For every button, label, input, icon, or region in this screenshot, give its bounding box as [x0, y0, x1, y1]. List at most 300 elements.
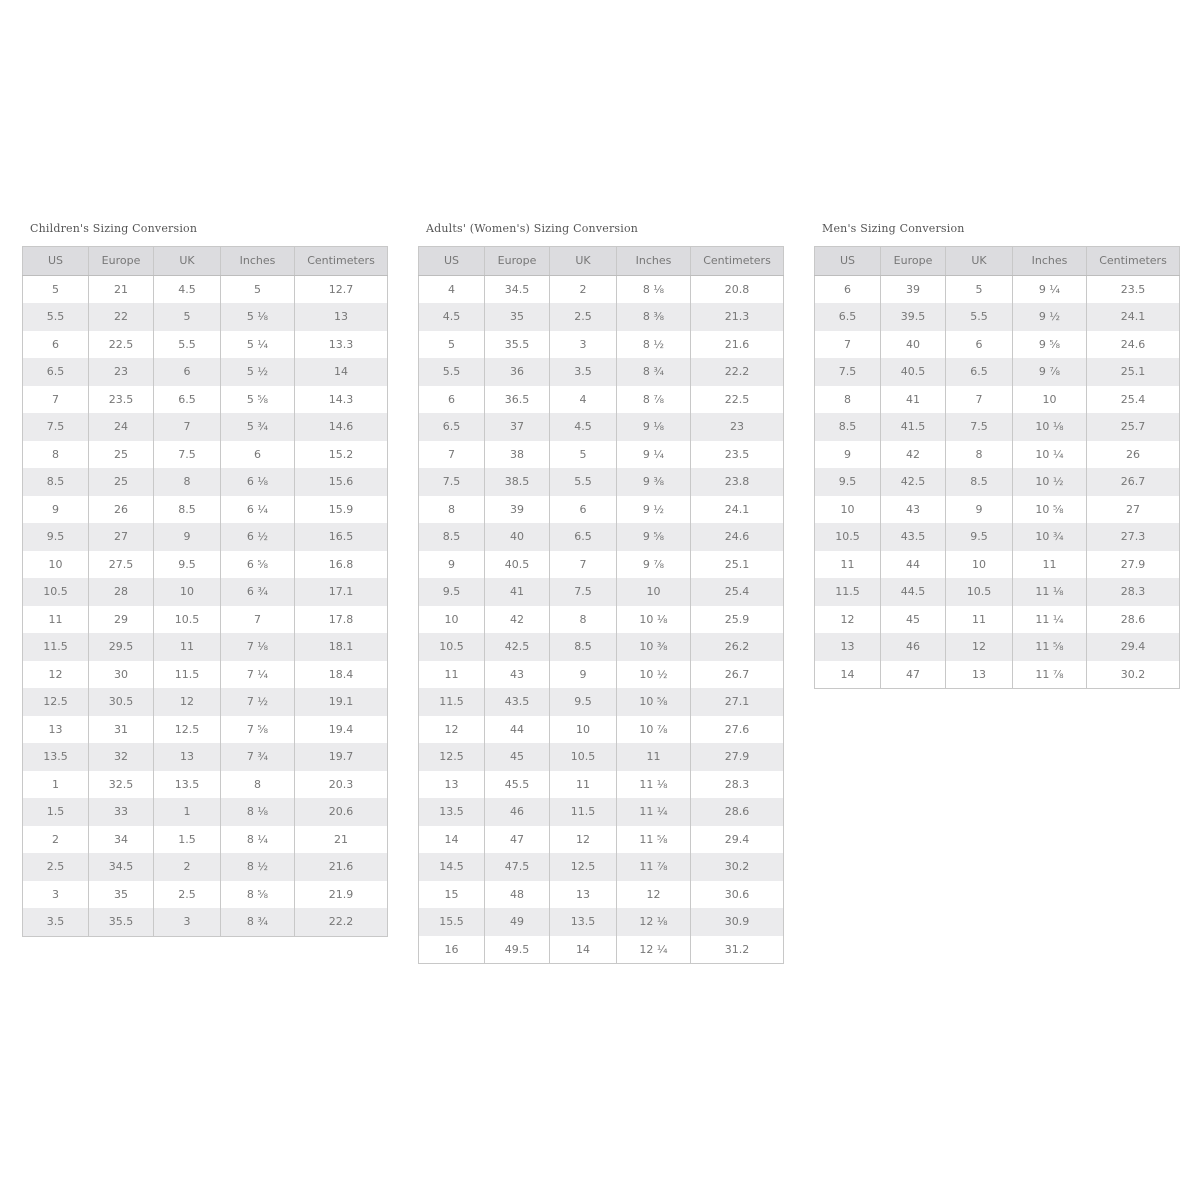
table-cell: 32: [89, 743, 154, 771]
table-cell: 8.5: [550, 633, 617, 661]
table-row: [419, 936, 784, 964]
table-row: [419, 881, 784, 909]
table-cell: 9: [550, 661, 617, 689]
table-cell: 8 ½: [617, 331, 691, 359]
table-row: [419, 661, 784, 689]
table-cell: 41.5: [881, 413, 946, 441]
table-cell: 6 ½: [221, 523, 295, 551]
table-cell: 11: [815, 551, 881, 579]
column-header: Centimeters: [1087, 247, 1180, 276]
table-cell: 5: [221, 275, 295, 303]
table-cell: 15.5: [419, 908, 485, 936]
table-row: [419, 771, 784, 799]
table-cell: 9: [815, 441, 881, 469]
table-row: [419, 413, 784, 441]
table-cell: 23.5: [691, 441, 784, 469]
column-header: US: [419, 247, 485, 276]
table-cell: 40: [881, 331, 946, 359]
table-cell: 8 ¼: [221, 826, 295, 854]
table-cell: 6: [419, 386, 485, 414]
table-cell: 21.6: [295, 853, 388, 881]
table-row: [23, 743, 388, 771]
table-cell: 8: [221, 771, 295, 799]
table-row: [419, 468, 784, 496]
table-row: [23, 386, 388, 414]
table-cell: 27: [89, 523, 154, 551]
table-cell: 13: [419, 771, 485, 799]
table-cell: 1: [23, 771, 89, 799]
table-cell: 8 ⅞: [617, 386, 691, 414]
table-cell: 41: [881, 386, 946, 414]
table-cell: 11 ⅞: [617, 853, 691, 881]
table-cell: 25: [89, 441, 154, 469]
table-cell: 17.1: [295, 578, 388, 606]
table-row: [23, 413, 388, 441]
table-cell: 30.5: [89, 688, 154, 716]
table-cell: 15.9: [295, 496, 388, 524]
table-cell: 43: [485, 661, 550, 689]
table-cell: 13.3: [295, 331, 388, 359]
table-cell: 26: [89, 496, 154, 524]
table-cell: 21.9: [295, 881, 388, 909]
table-cell: 10: [815, 496, 881, 524]
table-cell: 45.5: [485, 771, 550, 799]
table-cell: 10: [946, 551, 1013, 579]
table-row: [815, 496, 1180, 524]
table-cell: 40.5: [881, 358, 946, 386]
table-row: [419, 331, 784, 359]
table-cell: 19.7: [295, 743, 388, 771]
table-cell: 14: [419, 826, 485, 854]
table-row: [815, 633, 1180, 661]
table-cell: 45: [485, 743, 550, 771]
table-cell: 1: [154, 798, 221, 826]
table-cell: 39: [881, 275, 946, 303]
table-cell: 21.6: [691, 331, 784, 359]
table-cell: 22.2: [691, 358, 784, 386]
table-cell: 39.5: [881, 303, 946, 331]
table-cell: 5.5: [946, 303, 1013, 331]
table-cell: 2.5: [550, 303, 617, 331]
table-row: [815, 358, 1180, 386]
table-cell: 14: [550, 936, 617, 964]
table-cell: 8: [23, 441, 89, 469]
table-cell: 11 ¼: [617, 798, 691, 826]
table-cell: 12.5: [419, 743, 485, 771]
table-cell: 49.5: [485, 936, 550, 964]
table-cell: 23.5: [1087, 275, 1180, 303]
table-cell: 43: [881, 496, 946, 524]
table-cell: 45: [881, 606, 946, 634]
table-row: [419, 551, 784, 579]
table-row: [23, 303, 388, 331]
table-cell: 11: [154, 633, 221, 661]
table-cell: 27: [1087, 496, 1180, 524]
table-cell: 30.6: [691, 881, 784, 909]
table-cell: 5.5: [23, 303, 89, 331]
table-cell: 21.3: [691, 303, 784, 331]
table-cell: 10 ¼: [1013, 441, 1087, 469]
table-cell: 6.5: [946, 358, 1013, 386]
table-cell: 8 ⅜: [617, 303, 691, 331]
column-header: US: [23, 247, 89, 276]
table-cell: 22.5: [691, 386, 784, 414]
table-cell: 9 ¼: [617, 441, 691, 469]
table-cell: 14: [815, 661, 881, 689]
table-cell: 36: [485, 358, 550, 386]
table-row: [419, 743, 784, 771]
table-cell: 35: [89, 881, 154, 909]
table-cell: 36.5: [485, 386, 550, 414]
table-cell: 24.6: [691, 523, 784, 551]
table-cell: 13.5: [550, 908, 617, 936]
table-cell: 26.2: [691, 633, 784, 661]
table-cell: 6.5: [23, 358, 89, 386]
table-cell: 12 ⅛: [617, 908, 691, 936]
table-cell: 14.5: [419, 853, 485, 881]
table-cell: 10 ⅞: [617, 716, 691, 744]
table-cell: 4: [419, 275, 485, 303]
table-cell: 9.5: [419, 578, 485, 606]
table-row: [815, 523, 1180, 551]
table-cell: 11.5: [550, 798, 617, 826]
table-cell: 27.1: [691, 688, 784, 716]
table-cell: 40.5: [485, 551, 550, 579]
table-cell: 42.5: [485, 633, 550, 661]
table-cell: 12.5: [23, 688, 89, 716]
table-row: [815, 606, 1180, 634]
table-cell: 44.5: [881, 578, 946, 606]
table-row: [419, 716, 784, 744]
table-cell: 15: [419, 881, 485, 909]
table-cell: 10 ⅜: [617, 633, 691, 661]
size-table: [814, 246, 1180, 689]
table-row: [419, 275, 784, 303]
table-cell: 11 ⅛: [1013, 578, 1087, 606]
table-cell: 13.5: [419, 798, 485, 826]
table-cell: 6 ⅝: [221, 551, 295, 579]
table-cell: 10: [154, 578, 221, 606]
table-cell: 14.6: [295, 413, 388, 441]
table-cell: 34: [89, 826, 154, 854]
table-row: [23, 468, 388, 496]
table-row: [815, 386, 1180, 414]
table-cell: 27.9: [1087, 551, 1180, 579]
table-cell: 43.5: [485, 688, 550, 716]
table-cell: 10.5: [419, 633, 485, 661]
header-row: [419, 247, 784, 276]
table-cell: 44: [881, 551, 946, 579]
table-cell: 7: [946, 386, 1013, 414]
table-cell: 47: [881, 661, 946, 689]
table-title: Children's Sizing Conversion: [30, 222, 198, 235]
table-cell: 47: [485, 826, 550, 854]
table-cell: 11.5: [23, 633, 89, 661]
table-cell: 25.1: [691, 551, 784, 579]
table-cell: 10 ⅛: [1013, 413, 1087, 441]
table-cell: 7.5: [419, 468, 485, 496]
table-cell: 15.6: [295, 468, 388, 496]
table-cell: 11 ⅛: [617, 771, 691, 799]
table-cell: 8: [550, 606, 617, 634]
table-cell: 31: [89, 716, 154, 744]
table-row: [815, 468, 1180, 496]
table-cell: 5.5: [419, 358, 485, 386]
table-cell: 28.3: [1087, 578, 1180, 606]
table-cell: 7 ½: [221, 688, 295, 716]
table-cell: 22: [89, 303, 154, 331]
table-cell: 30.2: [691, 853, 784, 881]
table-cell: 46: [881, 633, 946, 661]
table-cell: 5: [419, 331, 485, 359]
table-row: [419, 358, 784, 386]
table-cell: 30: [89, 661, 154, 689]
table-row: [815, 578, 1180, 606]
table-cell: 10: [23, 551, 89, 579]
table-cell: 10.5: [946, 578, 1013, 606]
table-cell: 7.5: [946, 413, 1013, 441]
table-cell: 29.4: [691, 826, 784, 854]
column-header: UK: [154, 247, 221, 276]
table-cell: 5: [23, 275, 89, 303]
table-cell: 11: [946, 606, 1013, 634]
table-cell: 12 ¼: [617, 936, 691, 964]
table-cell: 25.4: [691, 578, 784, 606]
table-row: [23, 826, 388, 854]
table-cell: 5 ¼: [221, 331, 295, 359]
table-cell: 33: [89, 798, 154, 826]
table-cell: 27.3: [1087, 523, 1180, 551]
table-cell: 8: [154, 468, 221, 496]
table-cell: 9 ⅞: [617, 551, 691, 579]
header-row: [23, 247, 388, 276]
table-cell: 8.5: [23, 468, 89, 496]
table-row: [815, 275, 1180, 303]
table-cell: 4: [550, 386, 617, 414]
column-header: Inches: [221, 247, 295, 276]
table-cell: 8 ⅛: [221, 798, 295, 826]
table-cell: 26: [1087, 441, 1180, 469]
table-cell: 2: [23, 826, 89, 854]
table-cell: 25.1: [1087, 358, 1180, 386]
table-cell: 4.5: [550, 413, 617, 441]
table-row: [23, 661, 388, 689]
table-cell: 23: [691, 413, 784, 441]
table-cell: 23.8: [691, 468, 784, 496]
table-cell: 9 ⅝: [617, 523, 691, 551]
table-cell: 11: [419, 661, 485, 689]
table-cell: 5: [154, 303, 221, 331]
table-cell: 7 ⅛: [221, 633, 295, 661]
table-row: [23, 275, 388, 303]
table-cell: 8.5: [815, 413, 881, 441]
table-cell: 28.6: [1087, 606, 1180, 634]
table-row: [419, 496, 784, 524]
table-row: [23, 496, 388, 524]
table-cell: 30.9: [691, 908, 784, 936]
table-cell: 9 ⅜: [617, 468, 691, 496]
table-cell: 3: [23, 881, 89, 909]
table-cell: 16.8: [295, 551, 388, 579]
table-row: [815, 661, 1180, 689]
table-cell: 13: [550, 881, 617, 909]
table-row: [419, 303, 784, 331]
table-cell: 34.5: [485, 275, 550, 303]
table-cell: 8 ⅛: [617, 275, 691, 303]
table-cell: 38: [485, 441, 550, 469]
table-row: [23, 633, 388, 661]
table-cell: 8: [419, 496, 485, 524]
table-cell: 30.2: [1087, 661, 1180, 689]
table-cell: 23.5: [89, 386, 154, 414]
table-cell: 2: [154, 853, 221, 881]
table-cell: 6: [23, 331, 89, 359]
table-cell: 7 ¾: [221, 743, 295, 771]
table-cell: 8 ¾: [617, 358, 691, 386]
table-cell: 24.6: [1087, 331, 1180, 359]
table-cell: 35: [485, 303, 550, 331]
table-cell: 21: [295, 826, 388, 854]
table-cell: 28: [89, 578, 154, 606]
table-cell: 35.5: [485, 331, 550, 359]
table-cell: 9.5: [550, 688, 617, 716]
table-row: [419, 826, 784, 854]
table-cell: 7.5: [154, 441, 221, 469]
table-cell: 9: [419, 551, 485, 579]
table-cell: 26.7: [691, 661, 784, 689]
table-cell: 10: [550, 716, 617, 744]
table-cell: 6: [946, 331, 1013, 359]
table-row: [815, 441, 1180, 469]
table-cell: 9 ½: [1013, 303, 1087, 331]
table-cell: 24: [89, 413, 154, 441]
table-cell: 10 ½: [1013, 468, 1087, 496]
table-cell: 5: [550, 441, 617, 469]
table-cell: 44: [485, 716, 550, 744]
header-row: [815, 247, 1180, 276]
table-cell: 10.5: [154, 606, 221, 634]
table-cell: 25.4: [1087, 386, 1180, 414]
table-cell: 29.5: [89, 633, 154, 661]
table-cell: 10: [617, 578, 691, 606]
table-cell: 6.5: [550, 523, 617, 551]
table-cell: 34.5: [89, 853, 154, 881]
table-cell: 39: [485, 496, 550, 524]
table-cell: 3.5: [23, 908, 89, 936]
table-cell: 7.5: [550, 578, 617, 606]
table-cell: 27.5: [89, 551, 154, 579]
table-cell: 42: [485, 606, 550, 634]
table-cell: 6 ⅛: [221, 468, 295, 496]
column-header: UK: [550, 247, 617, 276]
table-cell: 42.5: [881, 468, 946, 496]
table-cell: 10 ½: [617, 661, 691, 689]
table-cell: 14.3: [295, 386, 388, 414]
table-cell: 12.5: [154, 716, 221, 744]
table-cell: 8.5: [946, 468, 1013, 496]
table-row: [419, 908, 784, 936]
table-cell: 7: [550, 551, 617, 579]
table-cell: 5.5: [154, 331, 221, 359]
table-cell: 18.4: [295, 661, 388, 689]
table-cell: 23: [89, 358, 154, 386]
table-title: Adults' (Women's) Sizing Conversion: [426, 222, 639, 235]
table-row: [23, 798, 388, 826]
table-cell: 48: [485, 881, 550, 909]
table-cell: 32.5: [89, 771, 154, 799]
table-row: [419, 688, 784, 716]
table-cell: 13.5: [154, 771, 221, 799]
childrens-size-table-block: [22, 222, 388, 937]
table-cell: 6.5: [154, 386, 221, 414]
column-header: Centimeters: [295, 247, 388, 276]
table-cell: 20.3: [295, 771, 388, 799]
table-cell: 29: [89, 606, 154, 634]
table-cell: 1.5: [23, 798, 89, 826]
table-row: [815, 413, 1180, 441]
table-cell: 6.5: [815, 303, 881, 331]
table-row: [419, 386, 784, 414]
column-header: Europe: [89, 247, 154, 276]
table-cell: 4.5: [419, 303, 485, 331]
table-cell: 9 ⅝: [1013, 331, 1087, 359]
table-cell: 26.7: [1087, 468, 1180, 496]
table-cell: 11: [617, 743, 691, 771]
table-cell: 8 ¾: [221, 908, 295, 936]
table-cell: 16: [419, 936, 485, 964]
table-row: [23, 551, 388, 579]
table-cell: 38.5: [485, 468, 550, 496]
table-cell: 43.5: [881, 523, 946, 551]
table-cell: 5 ½: [221, 358, 295, 386]
table-cell: 14: [295, 358, 388, 386]
table-cell: 7: [154, 413, 221, 441]
table-cell: 11.5: [419, 688, 485, 716]
table-cell: 11.5: [815, 578, 881, 606]
table-cell: 11: [23, 606, 89, 634]
table-cell: 9 ⅞: [1013, 358, 1087, 386]
table-cell: 9 ¼: [1013, 275, 1087, 303]
table-cell: 9: [946, 496, 1013, 524]
table-title: Men's Sizing Conversion: [822, 222, 965, 235]
table-cell: 8 ⅝: [221, 881, 295, 909]
table-row: [419, 633, 784, 661]
table-cell: 11: [1013, 551, 1087, 579]
table-cell: 31.2: [691, 936, 784, 964]
size-table: [418, 246, 784, 964]
column-header: Europe: [881, 247, 946, 276]
table-cell: 3: [550, 331, 617, 359]
table-cell: 2.5: [154, 881, 221, 909]
table-cell: 7 ¼: [221, 661, 295, 689]
table-cell: 10.5: [550, 743, 617, 771]
table-cell: 9.5: [23, 523, 89, 551]
table-row: [419, 606, 784, 634]
table-cell: 22.2: [295, 908, 388, 936]
table-cell: 1.5: [154, 826, 221, 854]
table-cell: 10: [419, 606, 485, 634]
table-row: [23, 523, 388, 551]
size-table: [22, 246, 388, 937]
table-cell: 21: [89, 275, 154, 303]
table-row: [419, 853, 784, 881]
column-header: Europe: [485, 247, 550, 276]
table-cell: 6: [221, 441, 295, 469]
table-cell: 11 ⅝: [1013, 633, 1087, 661]
table-cell: 9 ½: [617, 496, 691, 524]
table-row: [23, 331, 388, 359]
table-cell: 9: [154, 523, 221, 551]
